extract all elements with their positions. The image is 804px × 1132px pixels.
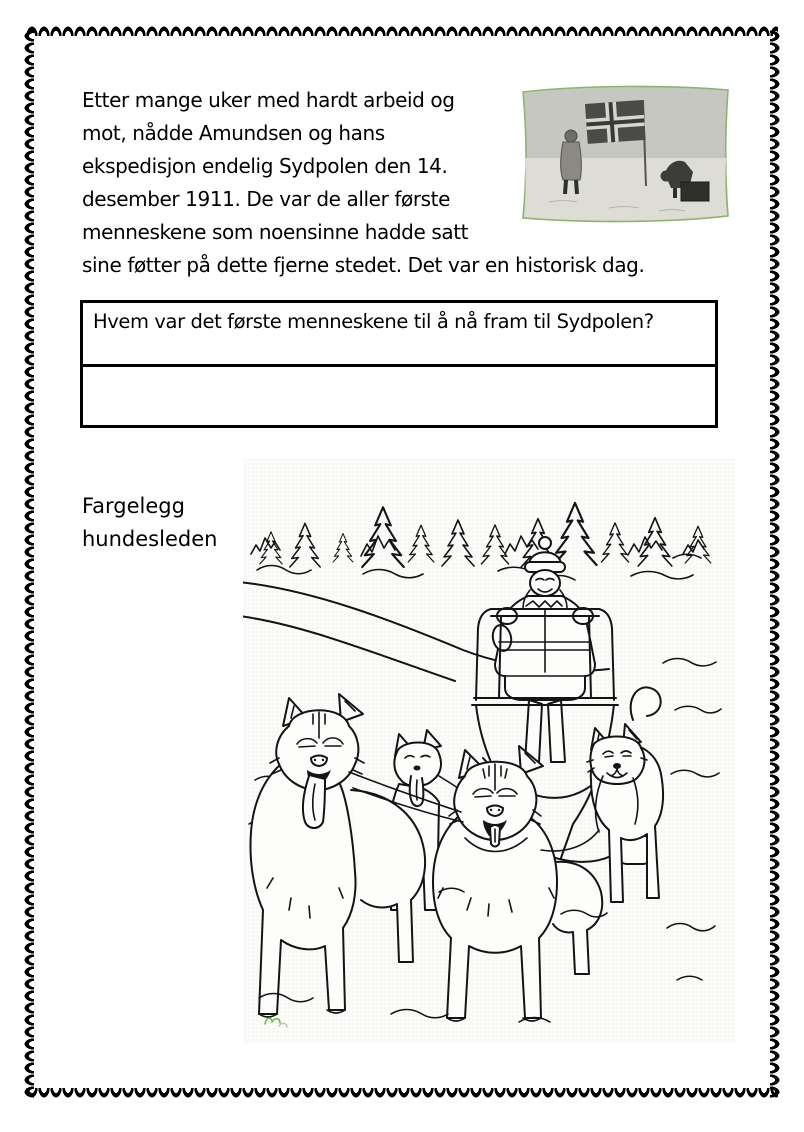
scalloped-border-left	[12, 30, 34, 1098]
musher	[490, 537, 595, 762]
dog-sled-coloring-illustration	[243, 458, 735, 1043]
answer-area[interactable]	[83, 367, 715, 425]
question-text: Hvem var det første menneskene til å nå fram til Sydpolen?	[83, 303, 715, 367]
amundsen-south-pole-photo	[519, 82, 732, 225]
question-box	[80, 300, 718, 428]
treeline	[251, 503, 711, 580]
sled-dog-right	[587, 687, 663, 902]
intro-section	[82, 84, 732, 282]
sled-dog-center	[433, 746, 602, 1021]
green-watermark	[265, 1018, 287, 1027]
scalloped-border-top	[26, 14, 778, 36]
coloring-instruction: Fargelegg hundesleden	[82, 494, 218, 551]
intro-paragraph: Etter mange uker med hardt arbeid og mot, nådde Amundsen og hans ekspedisjon endelig Sydpolen den 14. desember 1911. De var de aller første menneskene som noensinne hadde satt sine føtter på dette fjerne stedet. Det var en historisk dag.	[82, 88, 645, 277]
scalloped-border-right	[770, 30, 792, 1098]
scalloped-border-bottom	[26, 1088, 778, 1110]
supply-box	[681, 182, 709, 201]
